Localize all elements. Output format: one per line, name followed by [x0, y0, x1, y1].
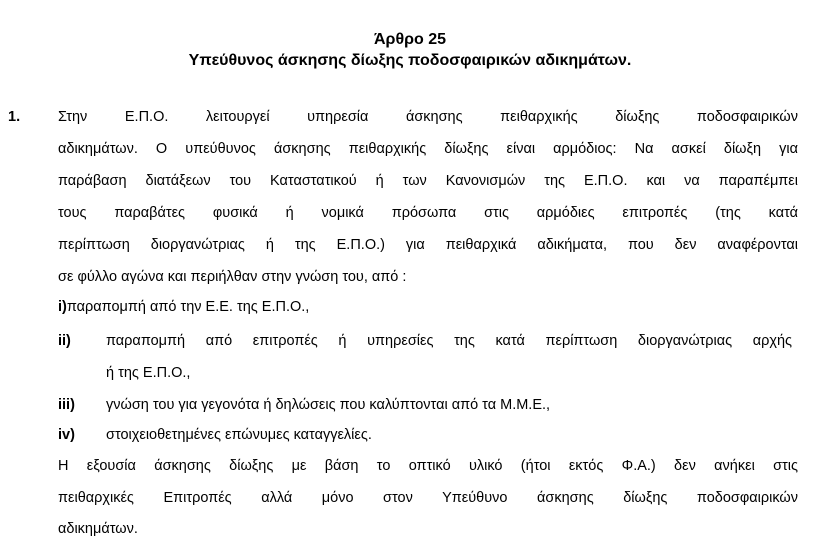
list-item-text: παραπομπή από την Ε.Ε. της Ε.Π.Ο., — [66, 299, 310, 315]
list-item-label: i) — [58, 299, 67, 315]
closing-line: Η εξουσία άσκησης δίωξης με βάση το οπτικό υλικό (ήτοι εκτός Φ.Α.) δεν ανήκει στις — [58, 458, 798, 474]
paragraph-line: παράβαση διατάξεων του Καταστατικού ή των Κανονισμών της Ε.Π.Ο. και να παραπέμπει — [58, 173, 798, 189]
closing-line: πειθαρχικές Επιτροπές αλλά μόνο στον Υπεύθυνο άσκησης δίωξης ποδοσφαιρικών — [58, 490, 798, 506]
list-item-label: ii) — [58, 333, 71, 349]
paragraph-line: τους παραβάτες φυσικά ή νομικά πρόσωπα στις αρμόδιες επιτροπές (της κατά — [58, 205, 798, 221]
article-heading: Άρθρο 25 — [373, 31, 446, 48]
article-title: Υπεύθυνος άσκησης δίωξης ποδοσφαιρικών αδικημάτων. — [188, 52, 632, 69]
list-item-text: γνώση του για γεγονότα ή δηλώσεις που καλύπτονται από τα Μ.Μ.Ε., — [106, 397, 551, 413]
list-item-i — [58, 297, 798, 317]
paragraph-line: Στην Ε.Π.Ο. λειτουργεί υπηρεσία άσκησης πειθαρχικής δίωξης ποδοσφαιρικών — [58, 109, 798, 125]
list-item-label: iv) — [58, 427, 75, 443]
list-item-text: παραπομπή από επιτροπές ή υπηρεσίες της κατά περίπτωση διοργανώτριας αρχής — [106, 333, 792, 349]
paragraph-line: σε φύλλο αγώνα και περιήλθαν στην γνώση του, από : — [58, 269, 407, 285]
paragraph-line: περίπτωση διοργανώτριας ή της Ε.Π.Ο.) για πειθαρχικά αδικήματα, που δεν αναφέρονται — [58, 237, 798, 253]
paragraph-line: αδικημάτων. Ο υπεύθυνος άσκησης πειθαρχικής δίωξης είναι αρμόδιος: Να ασκεί δίωξη για — [58, 141, 798, 157]
list-item-continuation: ή της Ε.Π.Ο., — [106, 365, 191, 381]
paragraph-number: 1. — [8, 109, 21, 125]
list-item-text: στοιχειοθετημένες επώνυμες καταγγελίες. — [106, 427, 372, 443]
closing-line: αδικημάτων. — [58, 521, 138, 537]
list-item-label: iii) — [58, 397, 75, 413]
